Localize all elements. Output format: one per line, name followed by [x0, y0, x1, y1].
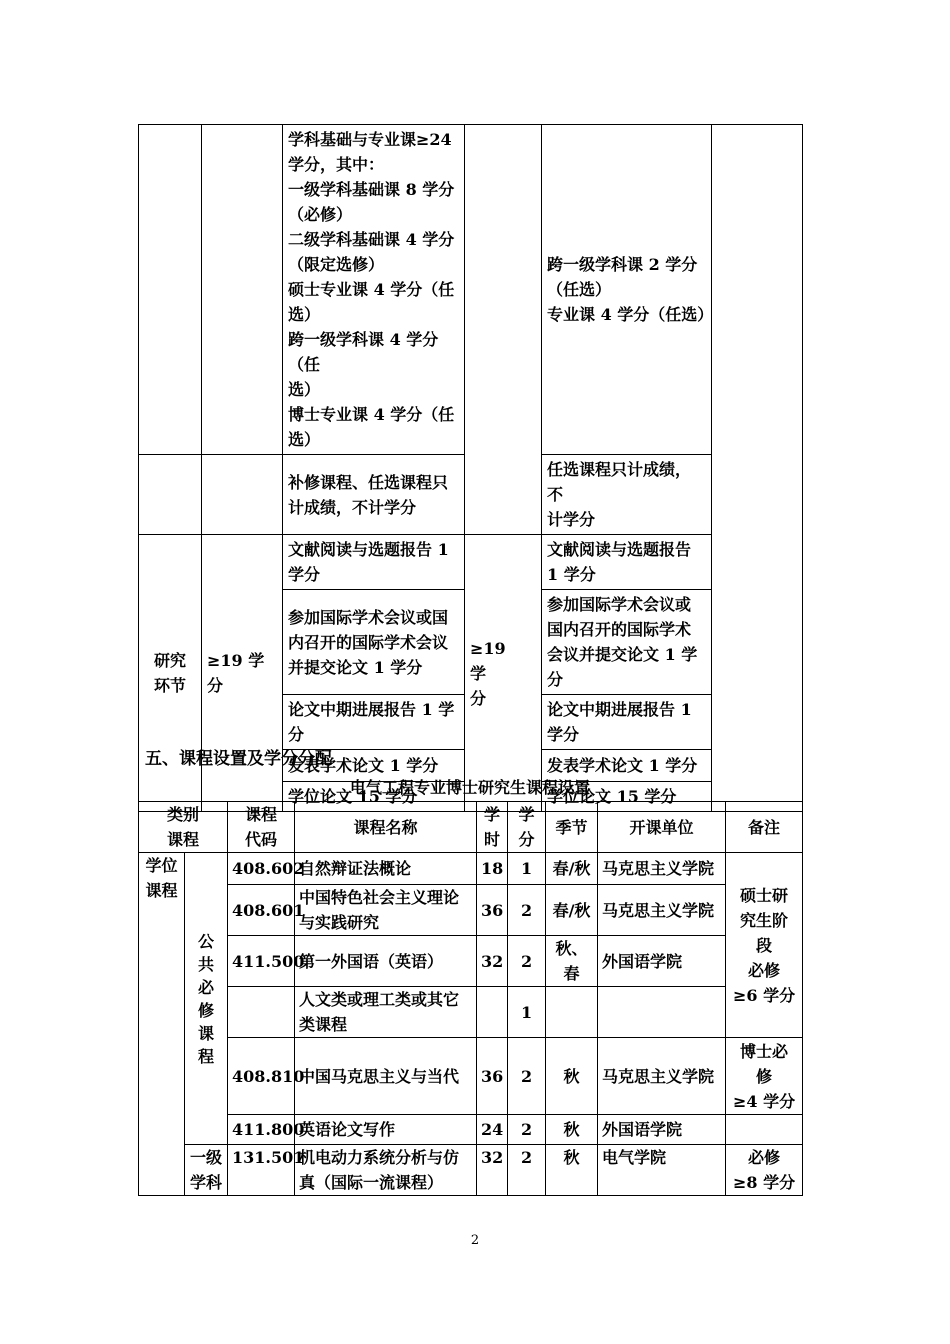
remark-phd-required: 博士必 修 ≥4 学分 [726, 1038, 803, 1115]
research-item-right: 文献阅读与选题报告 1 学分 [542, 535, 712, 590]
table-row [139, 1115, 803, 1145]
course-unit: 外国语学院 [598, 1115, 726, 1145]
degree-requirements-table [138, 124, 803, 812]
course-unit: 马克思主义学院 [598, 885, 726, 936]
table-row [139, 853, 803, 885]
course-name: 机电动力系统分析与仿 真（国际一流课程） [295, 1145, 477, 1196]
table-row [139, 1038, 803, 1115]
course-unit: 马克思主义学院 [598, 853, 726, 885]
course-name: 中国特色社会主义理论 与实践研究 [295, 885, 477, 936]
course-code: 411.500 [228, 936, 295, 987]
header-remark: 备注 [726, 802, 803, 853]
course-credits: 1 [508, 853, 546, 885]
research-item-right: 学位论文 15 学分 [542, 782, 712, 812]
credit-requirement-right: 跨一级学科课 2 学分 （任选） 专业课 4 学分（任选） [542, 125, 712, 455]
remark-first-level-required: 必修 ≥8 学分 [726, 1145, 803, 1196]
supplementary-note-left: 补修课程、任选课程只 计成绩，不计学分 [283, 455, 465, 535]
course-table [138, 801, 803, 1196]
header-name: 课程名称 [295, 802, 477, 853]
research-item-left: 参加国际学术会议或国 内召开的国际学术会议 并提交论文 1 学分 [283, 590, 465, 695]
research-item-right: 发表学术论文 1 学分 [542, 750, 712, 782]
course-credits: 1 [508, 987, 546, 1038]
group-first-level-discipline: 一级 学科 [185, 1145, 228, 1196]
blank-cell [712, 125, 803, 812]
course-credits: 2 [508, 885, 546, 936]
course-code: 408.602 [228, 853, 295, 885]
course-credits: 2 [508, 1145, 546, 1196]
header-category: 类别 课程 [139, 802, 228, 853]
course-name: 中国马克思主义与当代 [295, 1038, 477, 1115]
section-heading: 五、课程设置及学分分配 [145, 749, 332, 769]
table-row [139, 936, 803, 987]
course-name: 人文类或理工类或其它 类课程 [295, 987, 477, 1038]
course-name: 自然辩证法概论 [295, 853, 477, 885]
course-unit: 外国语学院 [598, 936, 726, 987]
blank-cell [202, 455, 283, 535]
group-degree-courses: 学位 课程 [139, 853, 185, 1196]
course-season: 春/秋 [546, 885, 598, 936]
course-code: 408.601 [228, 885, 295, 936]
research-item-left: 发表学术论文 1 学分 [283, 750, 465, 782]
course-season: 秋、 春 [546, 936, 598, 987]
research-total-left: ≥19 学分 [202, 535, 283, 812]
course-unit: 电气学院 [598, 1145, 726, 1196]
course-hours [477, 987, 508, 1038]
credit-requirement-left: 学科基础与专业课≥24 学分，其中： 一级学科基础课 8 学分 （必修） 二级学科基础课 4 学分 （限定选修） 硕士专业课 4 学分（任 选） 跨一级学科课 4 学分（任 选） 博士专业课 4 学分（任 选） [283, 125, 465, 455]
course-credits: 2 [508, 1038, 546, 1115]
course-name: 第一外国语（英语） [295, 936, 477, 987]
research-item-right: 参加国际学术会议或 国内召开的国际学术 会议并提交论文 1 学 分 [542, 590, 712, 695]
remark-master-stage: 硕士研 究生阶 段 必修 ≥6 学分 [726, 853, 803, 1038]
course-season: 秋 [546, 1145, 598, 1196]
course-season [546, 987, 598, 1038]
course-name: 英语论文写作 [295, 1115, 477, 1145]
research-section-label: 研究 环节 [139, 535, 202, 812]
blank-cell [726, 1115, 803, 1145]
course-hours: 36 [477, 1038, 508, 1115]
header-season: 季节 [546, 802, 598, 853]
course-code [228, 987, 295, 1038]
course-credits: 2 [508, 936, 546, 987]
supplementary-note-right: 任选课程只计成绩，不 计学分 [542, 455, 712, 535]
blank-cell [139, 125, 202, 455]
table-row [139, 987, 803, 1038]
research-item-left: 学位论文 15 学分 [283, 782, 465, 812]
course-code: 411.800 [228, 1115, 295, 1145]
blank-cell [465, 125, 542, 535]
group-public-required: 公 共 必 修 课 程 [185, 853, 228, 1145]
course-unit: 马克思主义学院 [598, 1038, 726, 1115]
course-hours: 36 [477, 885, 508, 936]
table-caption: 电气工程专业博士研究生课程设置 [349, 778, 590, 797]
header-unit: 开课单位 [598, 802, 726, 853]
page-number: 2 [470, 1233, 480, 1248]
research-item-left: 论文中期进展报告 1 学 分 [283, 695, 465, 750]
blank-cell [202, 125, 283, 455]
research-item-right: 论文中期进展报告 1 学分 [542, 695, 712, 750]
course-unit [598, 987, 726, 1038]
course-hours: 24 [477, 1115, 508, 1145]
header-credits: 学 分 [508, 802, 546, 853]
course-season: 春/秋 [546, 853, 598, 885]
course-hours: 18 [477, 853, 508, 885]
research-item-left: 文献阅读与选题报告 1 学分 [283, 535, 465, 590]
table-row [139, 1145, 803, 1196]
table-row [139, 885, 803, 936]
header-hours: 学 时 [477, 802, 508, 853]
course-code: 408.810 [228, 1038, 295, 1115]
course-hours: 32 [477, 936, 508, 987]
blank-cell [139, 455, 202, 535]
course-season: 秋 [546, 1038, 598, 1115]
course-code: 131.501 [228, 1145, 295, 1196]
research-total-right: ≥19 学 分 [465, 535, 542, 812]
course-credits: 2 [508, 1115, 546, 1145]
course-season: 秋 [546, 1115, 598, 1145]
course-hours: 32 [477, 1145, 508, 1196]
header-code: 课程 代码 [228, 802, 295, 853]
